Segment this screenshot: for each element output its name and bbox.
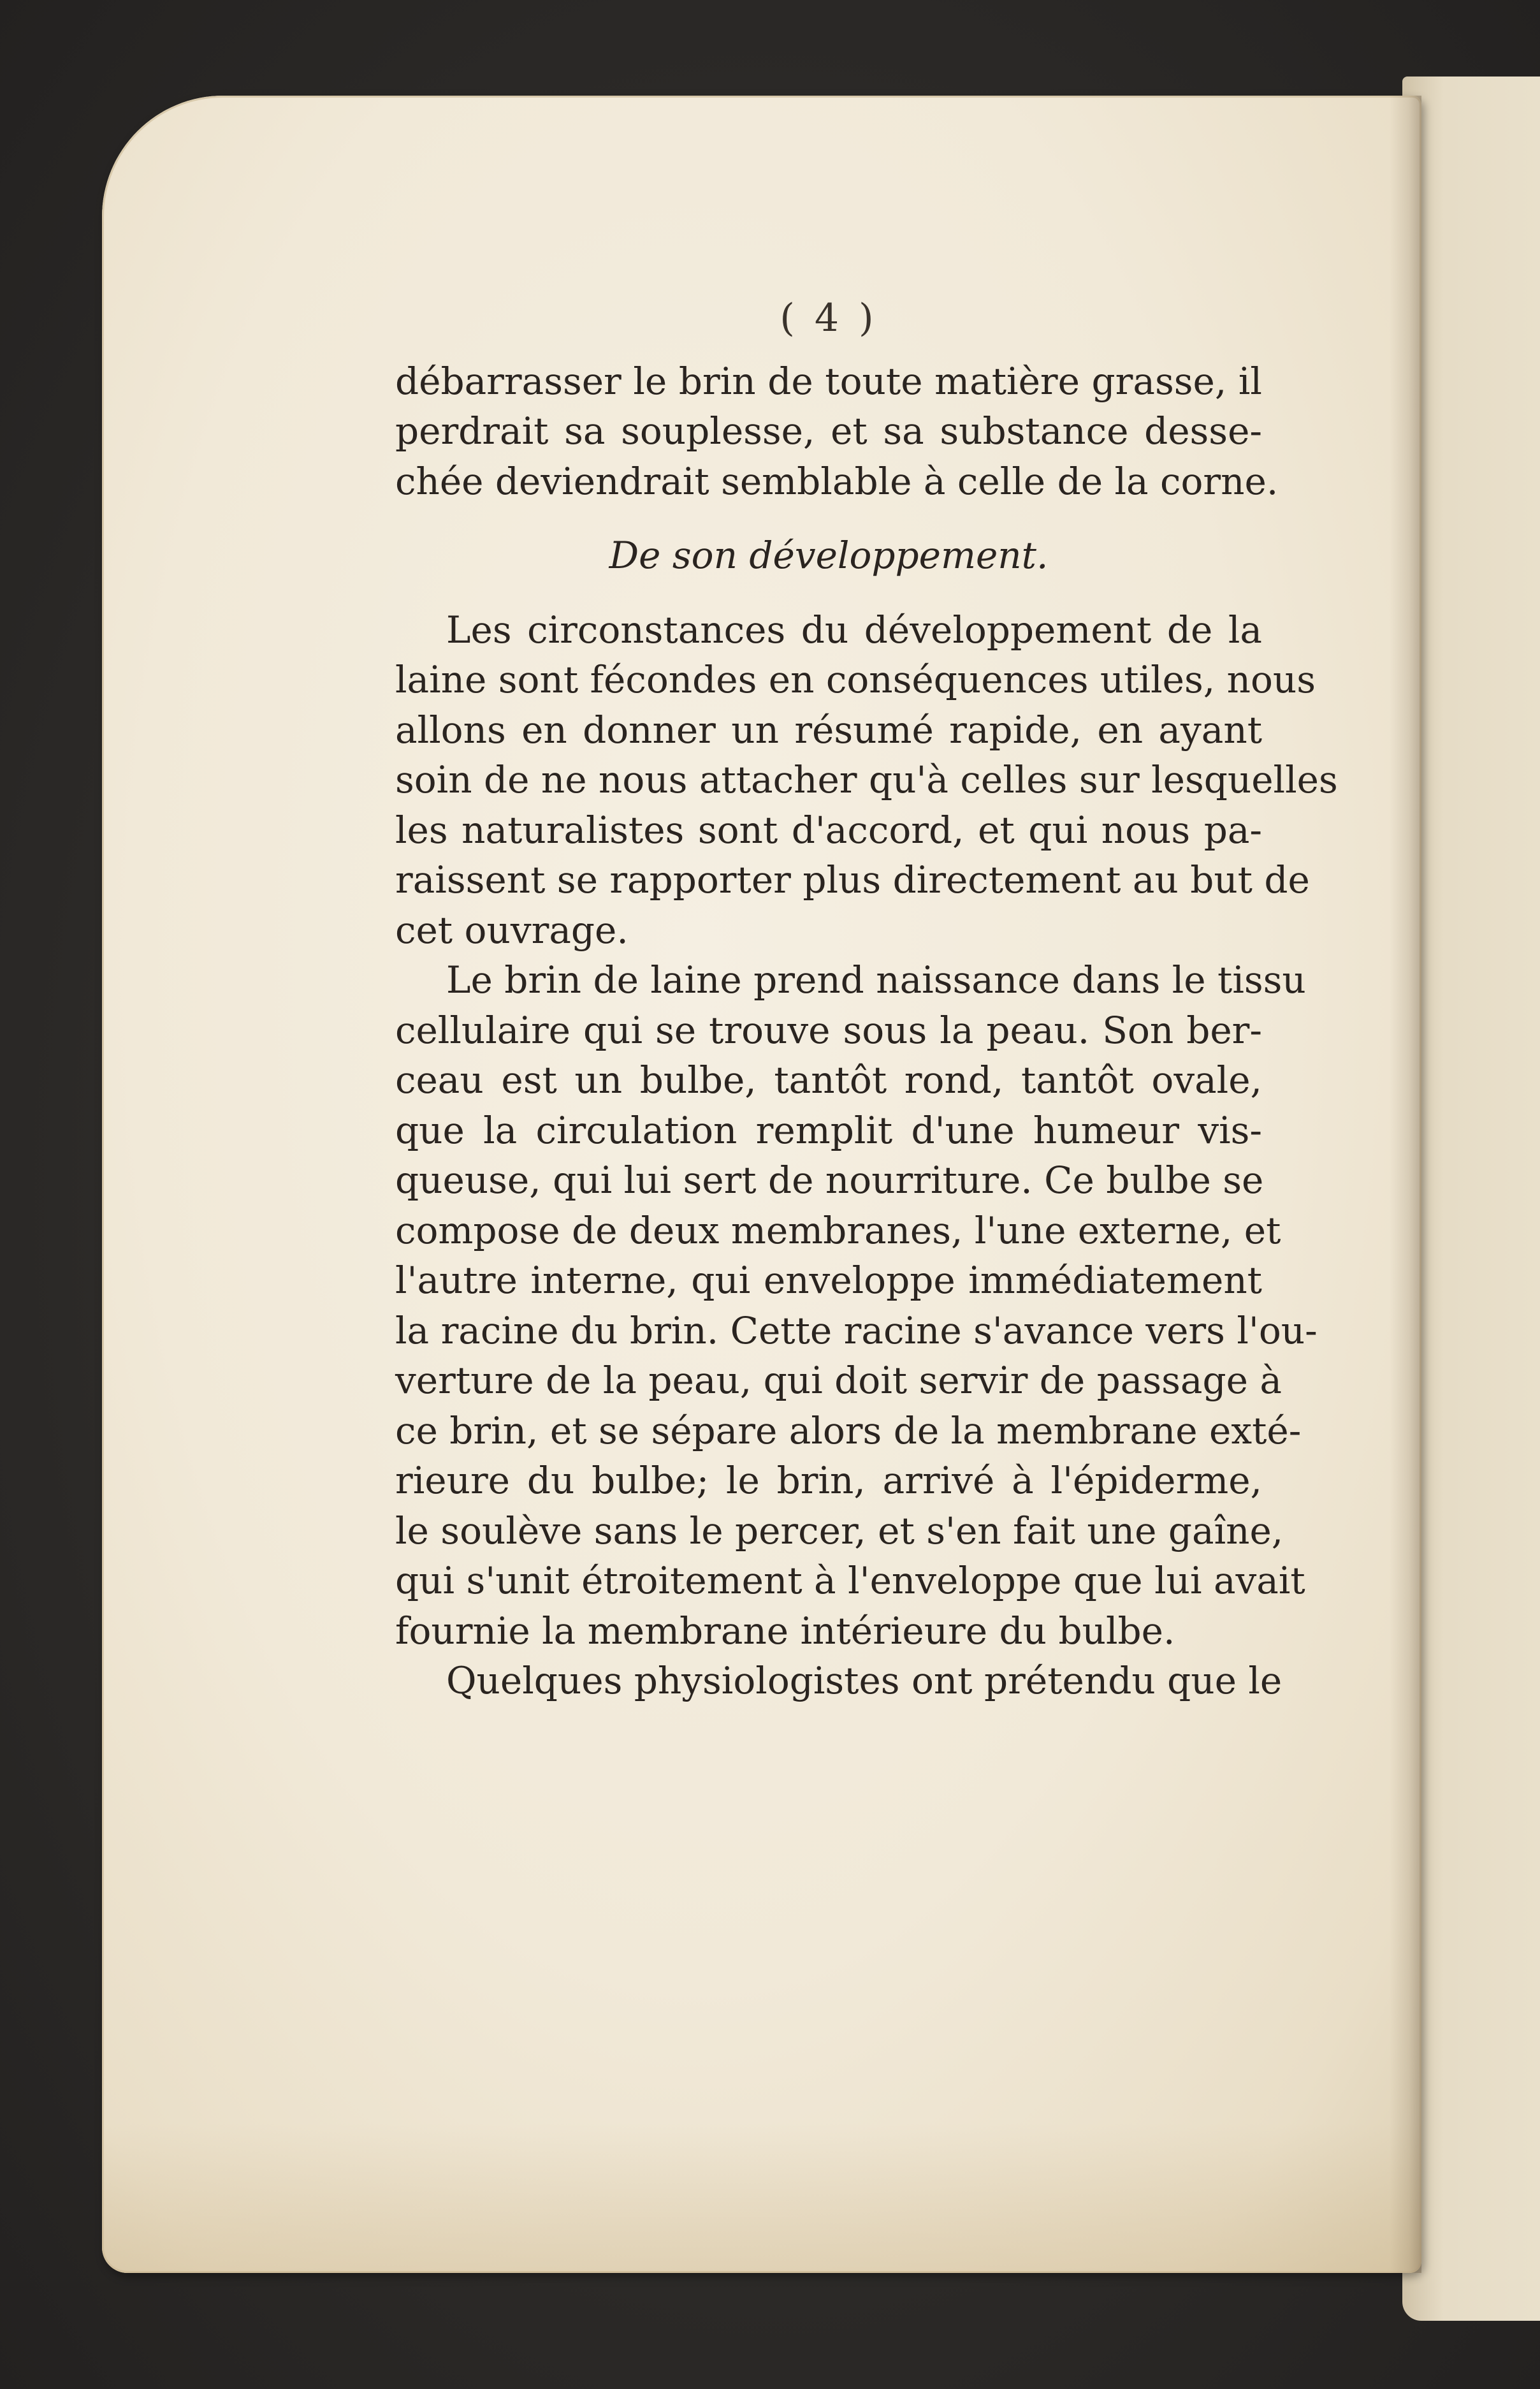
section-heading: De son développement. (609, 534, 1049, 577)
facing-page-edge (1402, 77, 1540, 2321)
paragraph-2 (395, 605, 1338, 956)
page-number: ( 4 ) (780, 296, 878, 340)
paragraph-1 (395, 356, 1279, 507)
text-line: le soulève sans le percer, et s'en fait une gaîne, (395, 1509, 1284, 1552)
text-line: la racine du brin. Cette racine s'avance vers l'ou- (395, 1308, 1318, 1352)
text-line: débarrasser le brin de toute matière grasse, il (395, 359, 1262, 403)
text-line: fournie la membrane intérieure du bulbe. (395, 1609, 1175, 1653)
text-line: ce brin, et se sépare alors de la membrane exté- (395, 1408, 1302, 1452)
text-line: compose de deux membranes, l'une externe, et (395, 1208, 1281, 1252)
text-line: cet ouvrage. (395, 908, 628, 952)
text-line: l'autre interne, qui enveloppe immédiatement (395, 1259, 1262, 1302)
text-line: laine sont fécondes en conséquences utiles, nous (395, 658, 1316, 701)
text-line: Quelques physiologistes ont prétendu que le (446, 1659, 1282, 1702)
page-edge-stain (102, 2123, 1421, 2273)
text-line: allons en donner un résumé rapide, en ayant (395, 708, 1262, 752)
text-line: perdrait sa souplesse, et sa substance desse- (395, 409, 1262, 453)
paragraph-3 (395, 955, 1318, 1656)
paragraph-4 (395, 1656, 1282, 1706)
page-gutter (1390, 96, 1421, 2273)
text-line: ceau est un bulbe, tantôt rond, tantôt ovale, (395, 1058, 1262, 1102)
text-line: rieure du bulbe; le brin, arrivé à l'épiderme, (395, 1459, 1262, 1502)
text-line: Les circonstances du développement de la (446, 608, 1262, 652)
text-line: raissent se rapporter plus directement au but de (395, 858, 1310, 902)
text-line: queuse, qui lui sert de nourriture. Ce bulbe se (395, 1158, 1264, 1202)
text-line: qui s'unit étroitement à l'enveloppe que lui avait (395, 1559, 1305, 1602)
text-line: cellulaire qui se trouve sous la peau. Son ber- (395, 1008, 1262, 1052)
text-line: les naturalistes sont d'accord, et qui nous pa- (395, 808, 1262, 852)
text-line: que la circulation remplit d'une humeur vis- (395, 1108, 1262, 1152)
text-line: soin de ne nous attacher qu'à celles sur lesquelles (395, 758, 1338, 801)
text-line: Le brin de laine prend naissance dans le tissu (446, 958, 1306, 1002)
page-text (395, 293, 1338, 1706)
text-line: chée deviendrait semblable à celle de la corne. (395, 459, 1279, 503)
text-line: verture de la peau, qui doit servir de passage à (395, 1359, 1282, 1402)
